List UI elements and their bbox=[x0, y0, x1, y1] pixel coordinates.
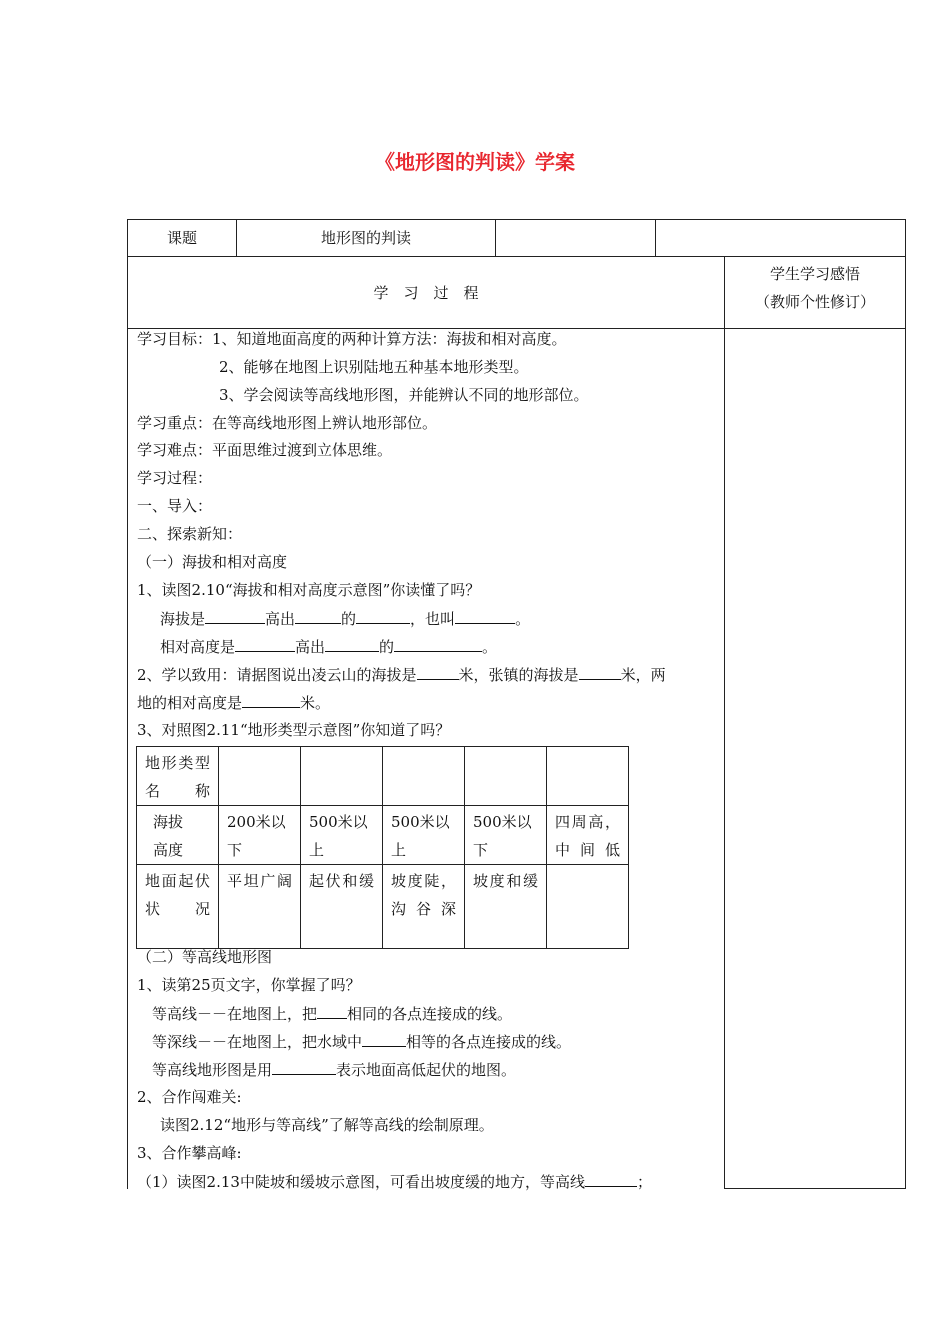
answer-blank[interactable] bbox=[242, 692, 300, 708]
table-cell: 地面起伏状况 bbox=[137, 865, 219, 949]
answer-blank[interactable] bbox=[317, 1003, 347, 1019]
notes-cell bbox=[724, 328, 906, 1189]
table-row bbox=[137, 865, 629, 949]
question-2: 2、学以致用：请据图说出凌云山的海拔是 米，张镇的海拔是 米，两 bbox=[137, 666, 666, 684]
read-1: 1、读第25页文字，你掌握了吗？ bbox=[137, 976, 361, 994]
answer-blank[interactable] bbox=[579, 664, 621, 680]
answer-blank[interactable] bbox=[235, 636, 295, 652]
table-cell[interactable] bbox=[383, 747, 465, 806]
side-header-line1: 学生学习感悟 bbox=[769, 264, 860, 283]
goal-3: 3、学会阅读等高线地形图，并能辨认不同的地形部位。 bbox=[219, 386, 589, 404]
read-3: 3、合作攀高峰: bbox=[137, 1144, 242, 1162]
answer-blank[interactable] bbox=[417, 664, 459, 680]
contour-map-def: 等高线地形图是用 表示地面高低起伏的地图。 bbox=[152, 1061, 517, 1079]
answer-blank[interactable] bbox=[356, 608, 410, 624]
table-cell[interactable] bbox=[465, 747, 547, 806]
process-heading: 学习过程： bbox=[137, 469, 213, 487]
answer-blank[interactable] bbox=[205, 608, 265, 624]
header-empty-cell-1 bbox=[495, 219, 656, 257]
table-cell: 起伏和缓 bbox=[301, 865, 383, 949]
question-2-cont: 地的相对高度是 米。 bbox=[137, 694, 331, 712]
terrain-type-table bbox=[136, 746, 629, 949]
section-2-heading: （二）等高线地形图 bbox=[137, 948, 273, 966]
step-2: 二、探索新知： bbox=[137, 525, 243, 543]
table-cell: 坡度和缓 bbox=[465, 865, 547, 949]
answer-blank[interactable] bbox=[362, 1031, 406, 1047]
answer-blank[interactable] bbox=[455, 608, 515, 624]
table-cell: 四周高，中间低 bbox=[547, 806, 629, 865]
table-cell[interactable] bbox=[547, 747, 629, 806]
table-cell[interactable] bbox=[301, 747, 383, 806]
table-row bbox=[137, 747, 629, 806]
answer-blank[interactable] bbox=[295, 608, 341, 624]
topic-value-cell bbox=[236, 219, 496, 257]
read-2-text: 读图2.12“地形与等高线”了解等高线的绘制原理。 bbox=[160, 1116, 494, 1134]
topic-value: 地形图的判读 bbox=[320, 229, 411, 247]
table-cell: 坡度陡，沟谷深 bbox=[383, 865, 465, 949]
table-cell[interactable] bbox=[219, 747, 301, 806]
table-cell: 500米以下 bbox=[465, 806, 547, 865]
altitude-sentence: 海拔是 高出 的 ，也叫 。 bbox=[160, 610, 531, 628]
goal-1: 学习目标：1、知道地面高度的两种计算方法：海拔和相对高度。 bbox=[137, 330, 567, 348]
question-3: 3、对照图2.11“地形类型示意图”你知道了吗？ bbox=[137, 721, 451, 739]
side-header-line2: （教师个性修订） bbox=[754, 292, 875, 311]
read-3-item-1: （1）读图2.13中陡坡和缓坡示意图，可看出坡度缓的地方，等高线 ； bbox=[137, 1173, 652, 1191]
table-cell: 500米以上 bbox=[383, 806, 465, 865]
table-cell: 200米以下 bbox=[219, 806, 301, 865]
table-cell: 地形类型名称 bbox=[137, 747, 219, 806]
header-empty-cell-2 bbox=[655, 219, 906, 257]
answer-blank[interactable] bbox=[272, 1059, 336, 1075]
difficulty: 学习难点：平面思维过渡到立体思维。 bbox=[137, 441, 393, 459]
table-row bbox=[137, 806, 629, 865]
process-header: 学 习 过 程 bbox=[373, 283, 479, 302]
topic-label-cell bbox=[127, 219, 237, 257]
answer-blank[interactable] bbox=[325, 636, 379, 652]
table-cell: 平坦广阔 bbox=[219, 865, 301, 949]
table-cell: 500米以上 bbox=[301, 806, 383, 865]
process-header-cell bbox=[127, 256, 725, 329]
contour-def: 等高线－－在地图上，把 相同的各点连接成的线。 bbox=[152, 1005, 513, 1023]
answer-blank[interactable] bbox=[394, 636, 482, 652]
read-2: 2、合作闯难关: bbox=[137, 1088, 242, 1106]
answer-blank[interactable] bbox=[585, 1171, 637, 1187]
table-cell: 海拔高度 bbox=[137, 806, 219, 865]
goal-2: 2、能够在地图上识别陆地五种基本地形类型。 bbox=[219, 358, 529, 376]
section-1-heading: （一）海拔和相对高度 bbox=[137, 553, 288, 571]
page-title: 《地形图的判读》学案 bbox=[375, 150, 575, 174]
table-cell bbox=[547, 865, 629, 949]
depth-contour-def: 等深线－－在地图上，把水域中 相等的各点连接成的线。 bbox=[152, 1033, 572, 1051]
step-1: 一、导入： bbox=[137, 497, 213, 515]
topic-label: 课题 bbox=[166, 229, 197, 247]
question-1: 1、读图2.10“海拔和相对高度示意图”你读懂了吗？ bbox=[137, 581, 481, 599]
side-header-cell bbox=[724, 256, 906, 329]
relative-height-sentence: 相对高度是 高出 的 。 bbox=[160, 638, 498, 656]
key-point: 学习重点：在等高线地形图上辨认地形部位。 bbox=[137, 414, 438, 432]
